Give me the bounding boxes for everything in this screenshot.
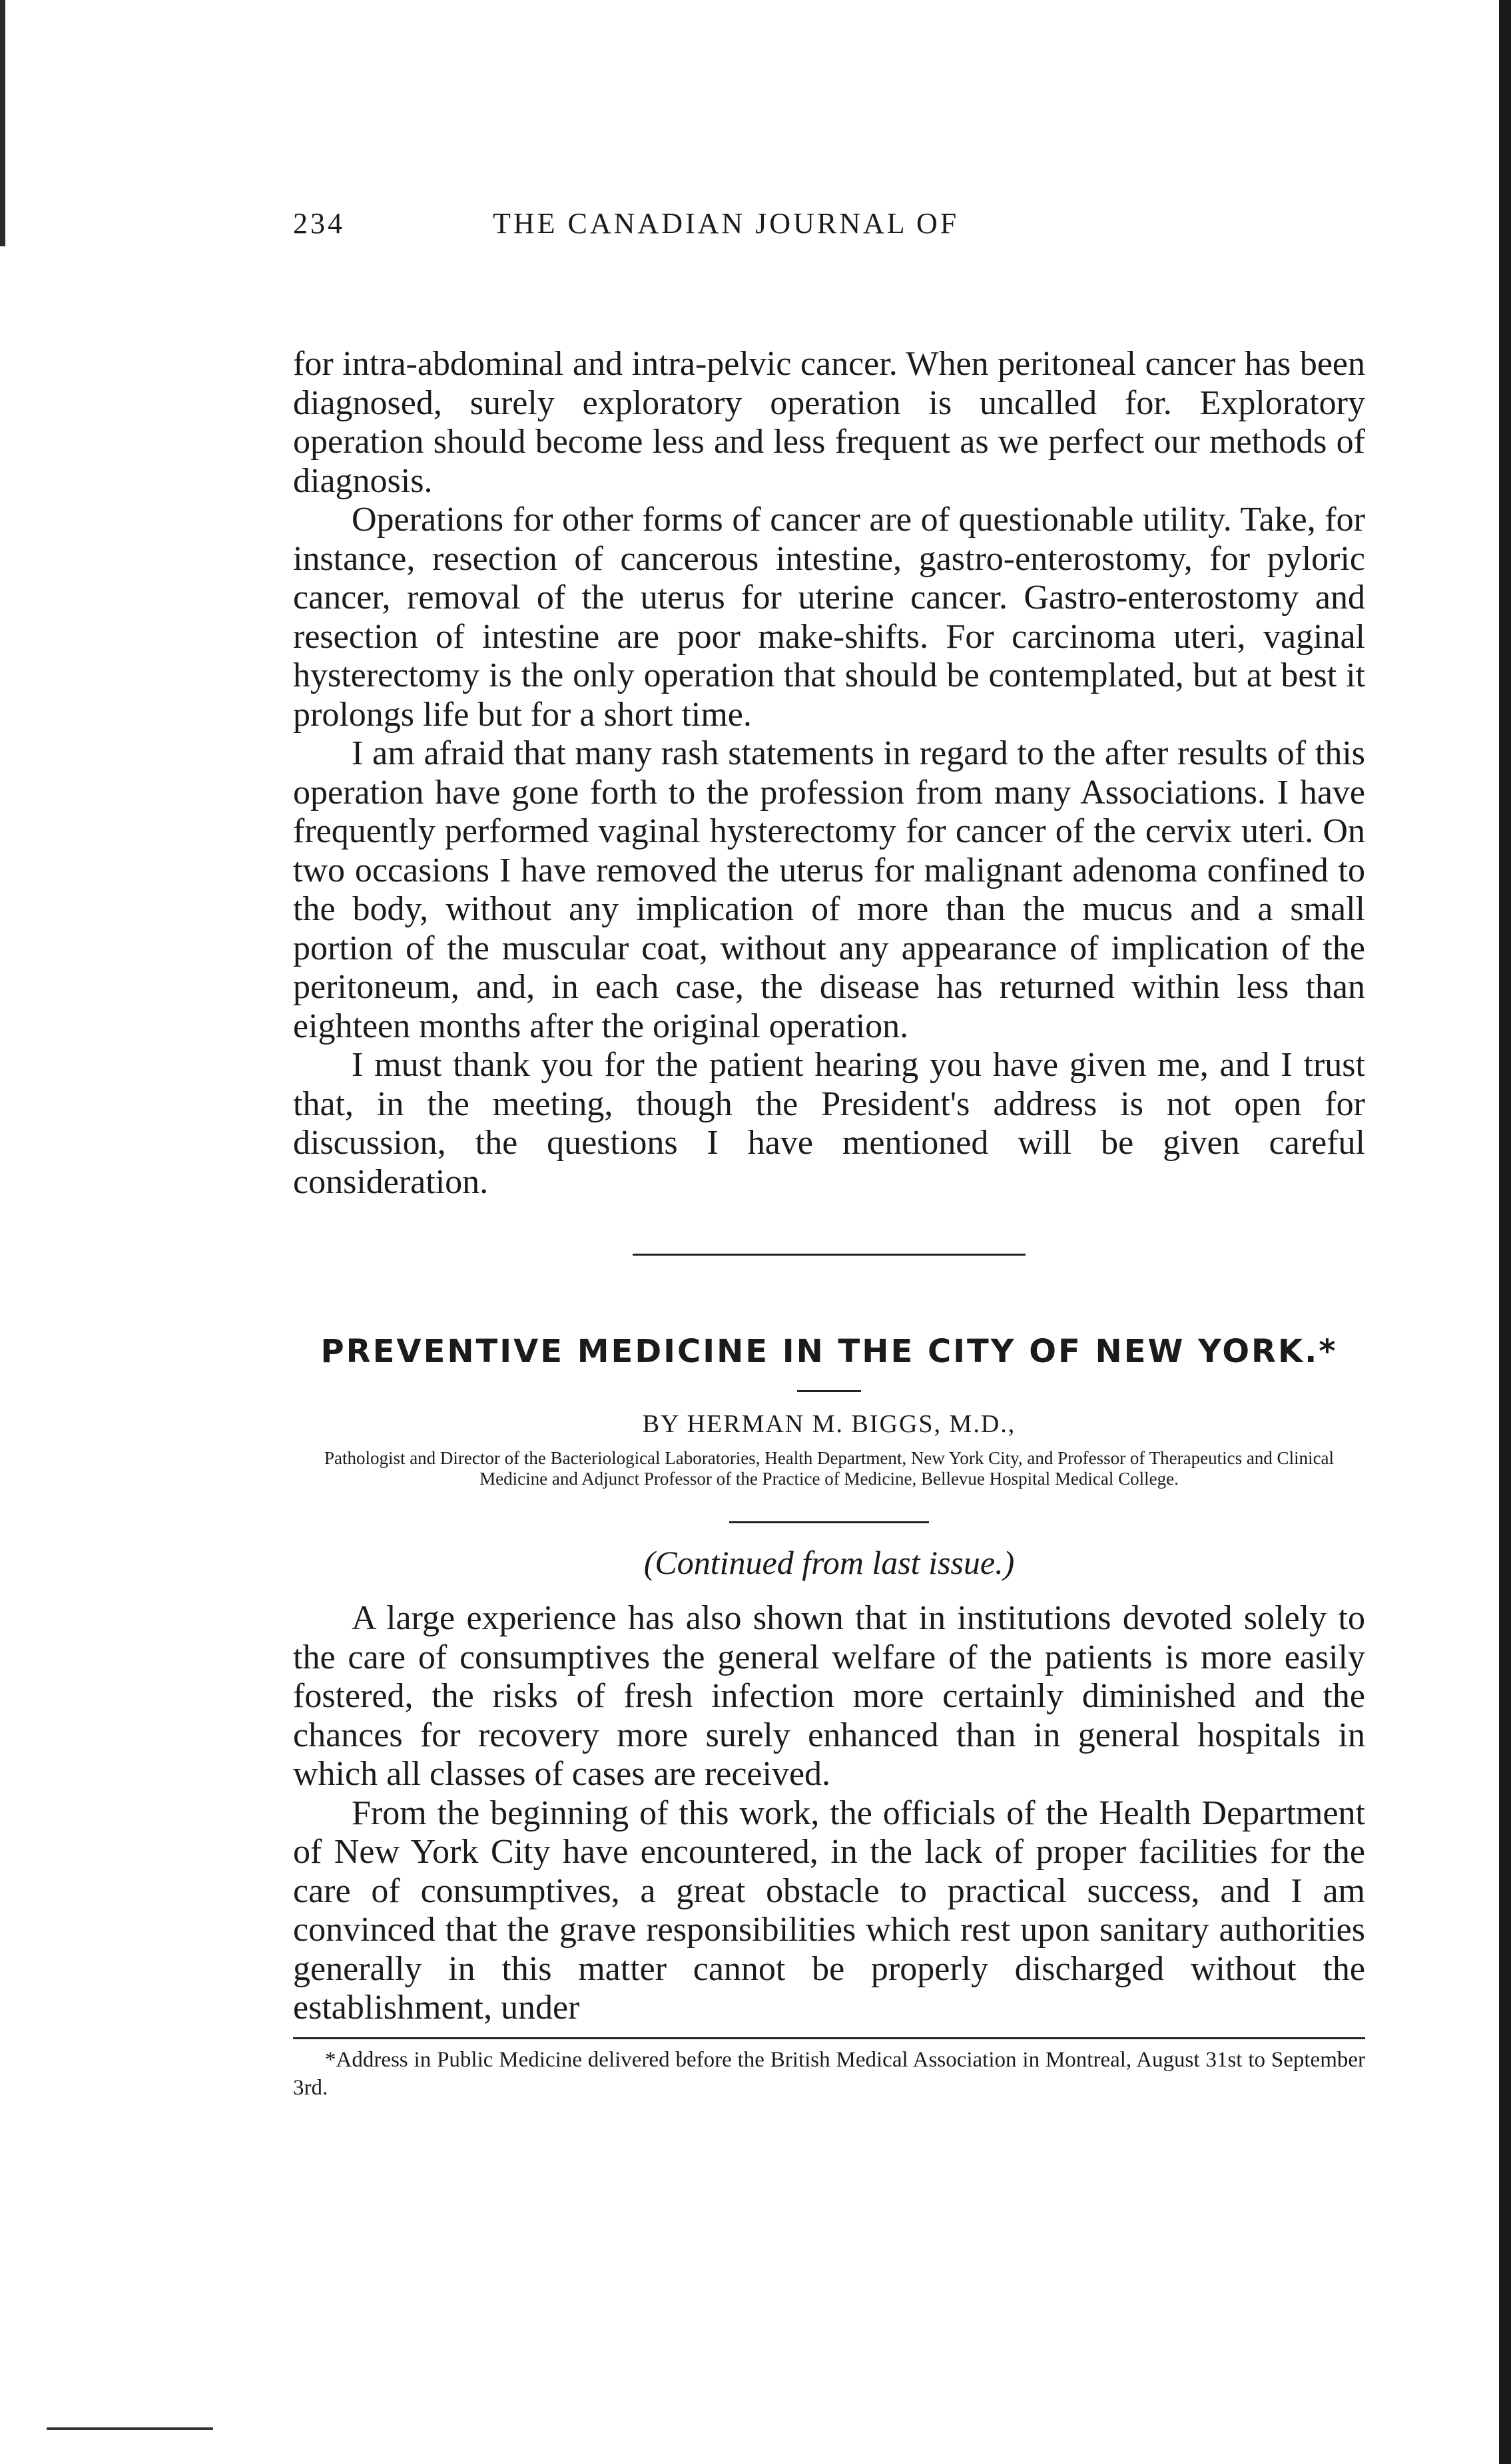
title-rule — [797, 1390, 861, 1392]
paragraph: Operations for other forms of cancer are of questionable utility. Take, for instance, resection of cancerous intestine, gastro-enterostomy, for pyloric cancer, removal of the uterus for uterine cancer. Gastro-enterostomy and resection of intestine are poor make-shifts. For carcinoma uteri, vaginal hysterectomy is the only operation that should be contemplated, but at best it prolongs life but for a short time. — [293, 501, 1365, 734]
page-number: 234 — [293, 207, 345, 240]
author-byline: BY HERMAN M. BIGGS, M.D., — [642, 1410, 1016, 1438]
footnote-rule — [293, 2037, 1365, 2039]
scan-left-edge — [0, 0, 5, 246]
paragraph: From the beginning of this work, the officials of the Health Department of New York City have encountered, in the lack of proper facilities for the care of consumptives, a great obstacle to practical success, and I am convinced that the grave responsibilities which rest upon sanitary authorities generally in this matter cannot be properly discharged without the establishment, under — [293, 1794, 1365, 2027]
paragraph: I am afraid that many rash statements in regard to the after results of this operation have gone forth to the profession from many Associations. I have frequently performed vaginal hysterectomy for cancer of the cervix uteri. On two occasions I have removed the uterus for malignant adenoma confined to the body, without any implication of more than the mucus and a small portion of the muscular coat, without any appearance of implication of the peritoneum, and, in each case, the disease has returned within less than eighteen months after the original operation. — [293, 734, 1365, 1045]
continued-note: (Continued from last issue.) — [643, 1544, 1015, 1581]
scan-right-edge — [1499, 0, 1511, 2464]
article-title: PREVENTIVE MEDICINE IN THE CITY OF NEW YORK.* — [320, 1333, 1338, 1370]
journal-title: THE CANADIAN JOURNAL OF — [493, 207, 960, 240]
article-body — [293, 1599, 1365, 2028]
footnote: *Address in Public Medicine delivered before the British Medical Association in Montreal, August 31st to September 3rd. — [293, 2047, 1365, 2100]
journal-page — [293, 193, 1365, 2102]
scan-bottom-mark — [47, 2427, 213, 2430]
running-head — [293, 193, 1365, 246]
paragraph: I must thank you for the patient hearing you have given me, and I trust that, in the meeting, though the President's address is not open for discussion, the questions I have mentioned will be given careful consideration. — [293, 1046, 1365, 1201]
author-affiliation: Pathologist and Director of the Bacteriological Laboratories, Health Department, New York City, and Professor of Therapeutics and Clinical Medicine and Adjunct Professor of the Practice of Medicine, Bellevue Hospital Medical College. — [324, 1448, 1335, 1489]
previous-article-body — [293, 345, 1365, 1202]
paragraph: A large experience has also shown that in institutions devoted solely to the care of consumptives the general welfare of the patients is more easily fostered, the risks of fresh infection more certainly diminished and the chances for recovery more surely enhanced than in general hospitals in which all classes of cases are received. — [293, 1599, 1365, 1793]
paragraph: for intra-abdominal and intra-pelvic cancer. When peritoneal cancer has been diagnosed, surely exploratory operation is uncalled for. Exploratory operation should become less and less frequent as we perfect our methods of diagnosis. — [293, 345, 1365, 500]
section-divider — [633, 1254, 1026, 1256]
subsection-divider — [729, 1521, 929, 1523]
